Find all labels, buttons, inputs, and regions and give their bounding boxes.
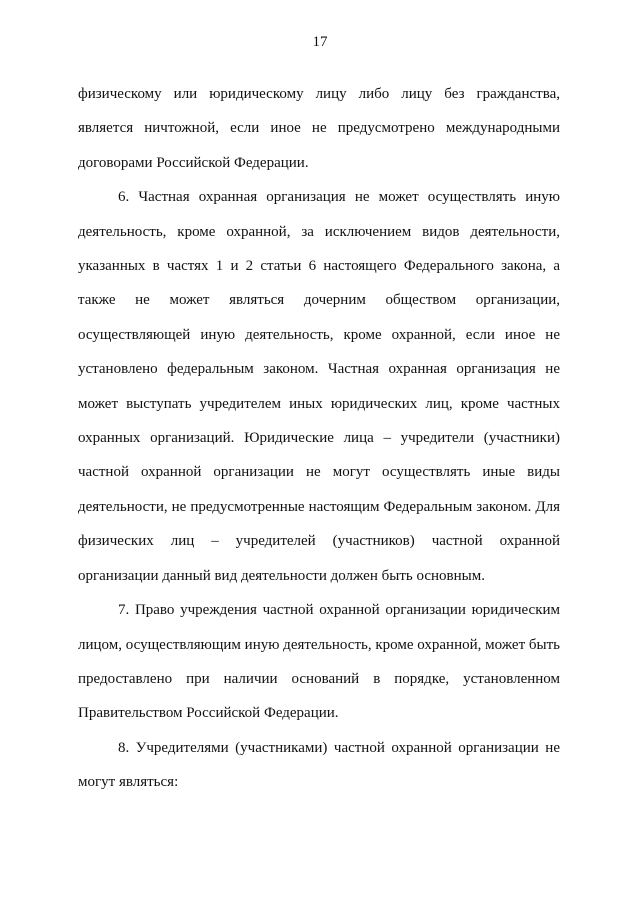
document-body: [78, 77, 560, 800]
paragraph-item-8: 8. Учредителями (участниками) частной охранной организации не могут являться:: [78, 739, 560, 791]
paragraph-continuation: физическому или юридическому лицу либо лицу без гражданства, является ничтожной, если иное не предусмотрено международными договорами Российской Федерации.: [78, 86, 560, 171]
paragraph-item-6: 6. Частная охранная организация не может осуществлять иную деятельность, кроме охранной, за исключением видов деятельности, указанных в частях 1 и 2 статьи 6 настоящего Федерального закона, а также не может являться дочерним обществом организации, осуществляющей иную деятельность, кроме охранной, если иное не установлено федеральным законом. Частная охранная организация не может выступать учредителем иных юридических лиц, кроме частных охранных организаций. Юридические лица – учредители (участники) частной охранной организации не могут осуществлять иные виды деятельности, не предусмотренные настоящим Федеральным законом. Для физических лиц – учредителей (участников) частной охранной организации данный вид деятельности должен быть основным.: [78, 189, 560, 584]
paragraph-item-7: 7. Право учреждения частной охранной организации юридическим лицом, осуществляющим иную деятельность, кроме охранной, может быть предоставлено при наличии оснований в порядке, установленном Правительством Российской Федерации.: [78, 602, 560, 722]
page-number: 17: [312, 34, 328, 50]
